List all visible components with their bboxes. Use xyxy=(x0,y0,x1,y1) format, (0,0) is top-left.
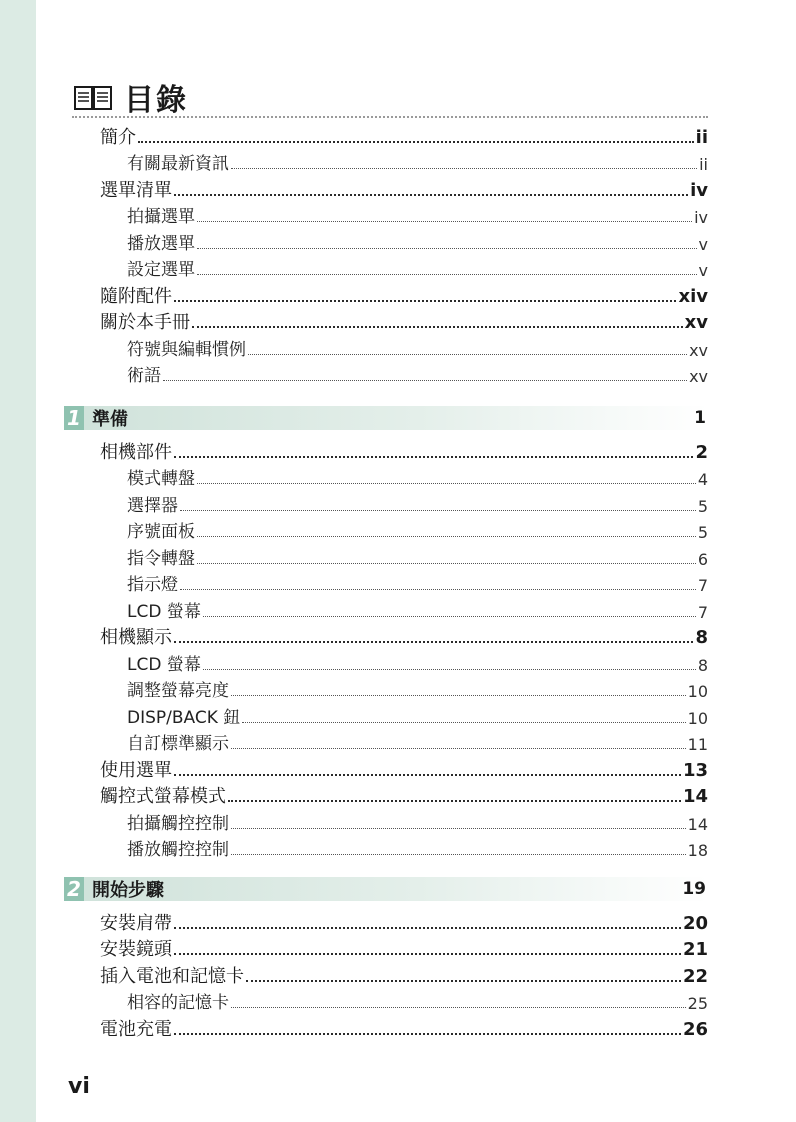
entry-title: 序號面板 xyxy=(127,522,195,542)
toc-subentry[interactable] xyxy=(100,986,708,1013)
dot-leader xyxy=(174,953,681,955)
section-title: 準備 xyxy=(92,409,128,430)
dot-leader xyxy=(138,141,694,143)
section-header-1[interactable] xyxy=(64,406,708,430)
entry-title: 選擇器 xyxy=(127,495,178,516)
heading-dotted-rule xyxy=(72,116,708,118)
section-number: 2 xyxy=(64,877,84,901)
dot-leader xyxy=(248,354,687,355)
intro-toc-list xyxy=(100,120,708,385)
entry-page-number: v xyxy=(698,261,708,280)
dot-leader xyxy=(174,774,681,776)
entry-title: 設定選單 xyxy=(127,260,195,280)
toc-heading xyxy=(72,76,188,118)
entry-page-number: v xyxy=(698,234,708,254)
toc-subentry[interactable] xyxy=(100,226,708,253)
dot-leader xyxy=(174,194,688,196)
entry-page-number: 18 xyxy=(687,841,708,860)
toc-subentry[interactable] xyxy=(100,515,708,542)
entry-page-number: 7 xyxy=(697,576,708,595)
toc-entry[interactable] xyxy=(100,1012,708,1039)
entry-title: 播放選單 xyxy=(127,233,195,254)
dot-leader xyxy=(174,927,681,929)
entry-title: 符號與編輯慣例 xyxy=(127,339,246,360)
entry-page-number: 8 xyxy=(697,655,708,675)
entry-title: LCD 螢幕 xyxy=(127,654,201,675)
toc-subentry[interactable] xyxy=(100,674,708,701)
dot-leader xyxy=(174,1033,681,1035)
entry-title: 安裝肩帶 xyxy=(100,912,172,934)
toc-subentry[interactable] xyxy=(100,359,708,386)
entry-title: 模式轉盤 xyxy=(127,469,195,489)
toc-subentry[interactable] xyxy=(100,462,708,489)
toc-subentry[interactable] xyxy=(100,700,708,727)
entry-title: 調整螢幕亮度 xyxy=(127,681,229,701)
dot-leader xyxy=(197,274,697,275)
dot-leader xyxy=(180,510,696,511)
dot-leader xyxy=(231,1007,686,1008)
dot-leader xyxy=(163,380,687,381)
entry-title: 有關最新資訊 xyxy=(127,154,229,174)
toc-subentry[interactable] xyxy=(100,568,708,595)
entry-title: 隨附配件 xyxy=(100,285,172,307)
dot-leader xyxy=(231,168,697,169)
entry-title: 相容的記憶卡 xyxy=(127,993,229,1013)
entry-title: 使用選單 xyxy=(100,759,172,781)
section-page: 19 xyxy=(682,879,706,899)
dot-leader xyxy=(174,456,693,458)
entry-page-number: 14 xyxy=(682,786,708,807)
entry-page-number: iv xyxy=(690,179,708,201)
page-title: 目錄 xyxy=(124,83,188,118)
toc-entry[interactable] xyxy=(100,959,708,986)
entry-page-number: ii xyxy=(695,126,708,148)
entry-page-number: 13 xyxy=(682,759,708,781)
entry-page-number: 26 xyxy=(682,1018,708,1040)
entry-title: 簡介 xyxy=(100,126,136,148)
entry-page-number: 2 xyxy=(695,441,708,463)
page-number: vi xyxy=(68,1074,90,1099)
toc-entry[interactable] xyxy=(100,753,708,780)
entry-page-number: 4 xyxy=(697,470,708,489)
section-title: 開始步驟 xyxy=(92,880,164,901)
entry-title: 指令轉盤 xyxy=(127,548,195,569)
toc-entry[interactable] xyxy=(100,621,708,648)
dot-leader xyxy=(246,980,681,982)
dot-leader xyxy=(197,221,692,222)
entry-title: DISP/BACK 鈕 xyxy=(127,707,241,728)
dot-leader xyxy=(197,248,697,249)
dot-leader xyxy=(242,722,685,723)
toc-subentry[interactable] xyxy=(100,147,708,174)
entry-page-number: 21 xyxy=(682,939,708,960)
dot-leader xyxy=(197,536,696,537)
toc-entry[interactable] xyxy=(100,306,708,333)
entry-page-number: ii xyxy=(699,155,708,174)
section-number: 1 xyxy=(64,406,84,430)
entry-title: 相機部件 xyxy=(100,441,172,463)
entry-title: 電池充電 xyxy=(100,1018,172,1040)
dot-leader xyxy=(197,563,696,564)
entry-title: 拍攝選單 xyxy=(127,207,195,227)
toc-subentry[interactable] xyxy=(100,200,708,227)
toc-subentry[interactable] xyxy=(100,806,708,833)
dot-leader xyxy=(174,300,676,302)
dot-leader xyxy=(180,589,696,590)
dot-leader xyxy=(231,695,686,696)
entry-page-number: 7 xyxy=(697,602,708,622)
entry-page-number: xv xyxy=(689,367,708,386)
dot-leader xyxy=(203,616,696,617)
entry-title: 關於本手冊 xyxy=(100,312,190,333)
section-page: 1 xyxy=(694,408,706,428)
toc-subentry[interactable] xyxy=(100,488,708,515)
section-2-toc-list xyxy=(100,906,708,1039)
entry-title: LCD 螢幕 xyxy=(127,601,201,622)
entry-page-number: 5 xyxy=(697,496,708,516)
entry-page-number: xv xyxy=(684,312,708,333)
dot-leader xyxy=(203,669,696,670)
entry-title: 觸控式螢幕模式 xyxy=(100,786,226,807)
toc-subentry[interactable] xyxy=(100,541,708,568)
section-1-toc-list xyxy=(100,435,708,859)
entry-page-number: 8 xyxy=(695,627,708,648)
dot-leader xyxy=(231,854,686,855)
toc-entry[interactable] xyxy=(100,173,708,200)
toc-entry[interactable] xyxy=(100,279,708,306)
dot-leader xyxy=(174,641,693,643)
entry-page-number: 6 xyxy=(697,549,708,569)
toc-entry[interactable] xyxy=(100,780,708,807)
entry-title: 插入電池和記憶卡 xyxy=(100,965,244,987)
entry-page-number: 10 xyxy=(687,682,708,701)
entry-page-number: 5 xyxy=(697,523,708,542)
entry-page-number: iv xyxy=(694,208,708,227)
toc-subentry[interactable] xyxy=(100,833,708,860)
toc-subentry[interactable] xyxy=(100,332,708,359)
entry-title: 拍攝觸控控制 xyxy=(127,813,229,834)
entry-title: 選單清單 xyxy=(100,179,172,201)
toc-subentry[interactable] xyxy=(100,253,708,280)
dot-leader xyxy=(231,828,686,829)
toc-subentry[interactable] xyxy=(100,727,708,754)
toc-entry[interactable] xyxy=(100,435,708,462)
entry-title: 播放觸控控制 xyxy=(127,840,229,860)
dot-leader xyxy=(228,800,681,802)
entry-page-number: 20 xyxy=(682,912,708,934)
dot-leader xyxy=(231,748,686,749)
section-header-2[interactable] xyxy=(64,877,708,901)
dot-leader xyxy=(192,326,683,328)
entry-title: 術語 xyxy=(127,366,161,386)
book-icon xyxy=(72,82,114,112)
entry-title: 安裝鏡頭 xyxy=(100,939,172,960)
entry-title: 自訂標準顯示 xyxy=(127,734,229,754)
toc-entry[interactable] xyxy=(100,933,708,960)
dot-leader xyxy=(197,483,696,484)
entry-page-number: 14 xyxy=(687,814,708,834)
entry-page-number: 10 xyxy=(687,708,708,728)
toc-subentry[interactable] xyxy=(100,647,708,674)
entry-title: 相機顯示 xyxy=(100,627,172,648)
entry-page-number: xiv xyxy=(678,285,708,307)
entry-page-number: xv xyxy=(689,340,708,360)
toc-entry[interactable] xyxy=(100,120,708,147)
entry-page-number: 11 xyxy=(687,735,708,754)
toc-entry[interactable] xyxy=(100,906,708,933)
entry-page-number: 25 xyxy=(687,994,708,1013)
toc-subentry[interactable] xyxy=(100,594,708,621)
entry-title: 指示燈 xyxy=(127,575,178,595)
entry-page-number: 22 xyxy=(682,965,708,987)
side-color-strip xyxy=(0,0,36,1122)
